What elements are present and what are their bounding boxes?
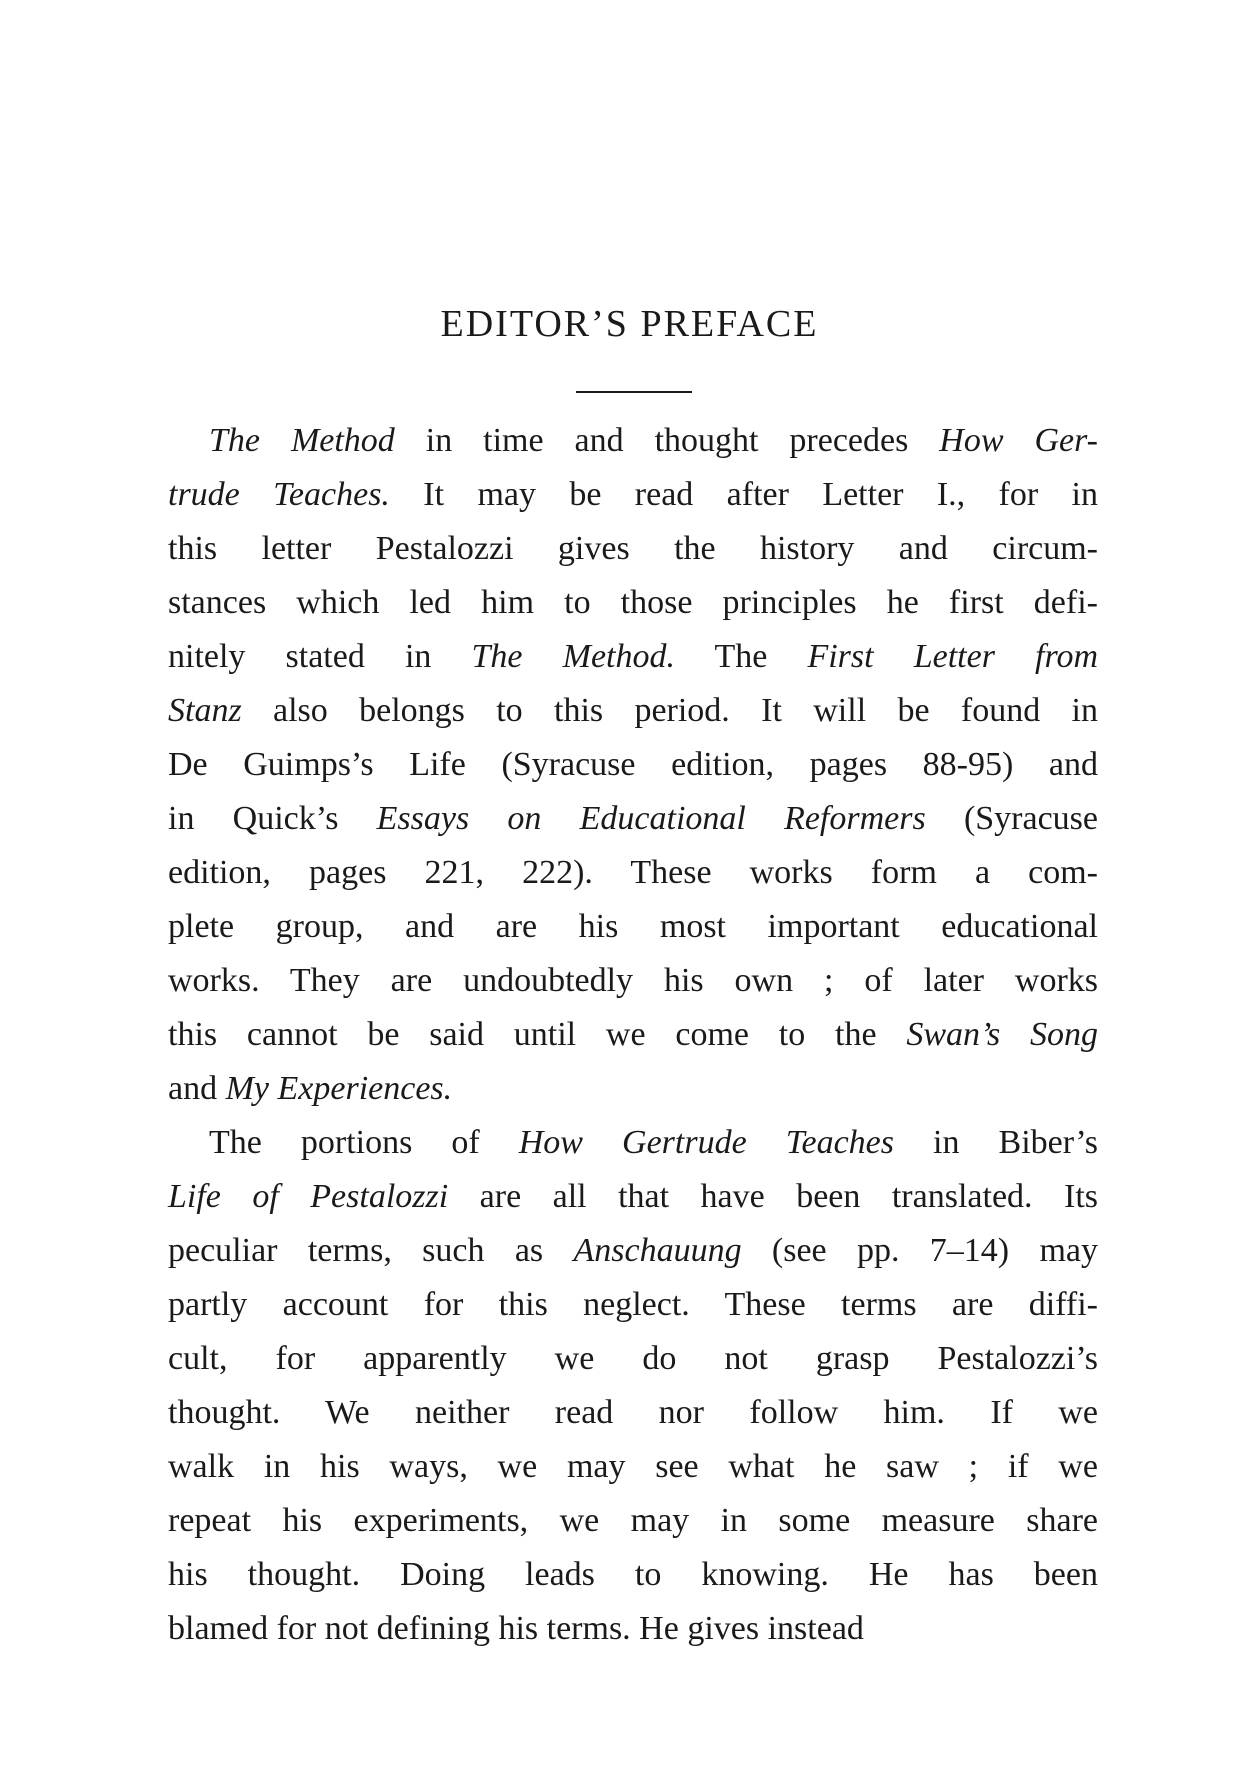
text-run: blamed for not defining his terms. He gives instead	[168, 1610, 864, 1647]
text-run: works. They are undoubtedly his own ; of later works	[168, 962, 1098, 999]
preface-body	[168, 414, 1098, 1656]
italic-title: How Ger-	[939, 422, 1098, 459]
text-run: The portions of	[209, 1124, 519, 1161]
italic-title: My Experiences.	[225, 1070, 453, 1107]
text-run: his thought. Doing leads to knowing. He has been	[168, 1556, 1098, 1593]
text-line	[168, 1170, 1098, 1224]
text-run: are all that have been translated. Its	[448, 1178, 1099, 1215]
text-line	[168, 414, 1098, 468]
italic-title: Swan’s Song	[906, 1016, 1098, 1053]
text-line	[168, 1386, 1098, 1440]
text-line	[168, 1602, 1098, 1656]
text-run: stances which led him to those principles he first defi-	[168, 584, 1098, 621]
text-run: edition, pages 221, 222). These works form a com-	[168, 854, 1098, 891]
text-line	[168, 1548, 1098, 1602]
text-run: in time and thought precedes	[394, 422, 940, 459]
italic-title: trude Teaches.	[168, 476, 390, 513]
text-line	[168, 846, 1098, 900]
italic-title: Anschauung	[573, 1232, 742, 1269]
text-line	[168, 1494, 1098, 1548]
text-run: and	[168, 1070, 226, 1107]
italic-title: Essays on Educational Reformers	[376, 800, 926, 837]
text-run: It may be read after Letter I., for in	[389, 476, 1098, 513]
text-run: this cannot be said until we come to the	[168, 1016, 907, 1053]
text-run: (Syracuse	[925, 800, 1098, 837]
text-line	[168, 684, 1098, 738]
title-rule	[576, 391, 692, 393]
text-run: peculiar terms, such as	[168, 1232, 574, 1269]
text-line	[168, 1440, 1098, 1494]
text-line	[168, 1224, 1098, 1278]
paragraph	[168, 1116, 1098, 1656]
italic-title: Life of Pestalozzi	[168, 1178, 449, 1215]
text-line	[168, 1278, 1098, 1332]
text-run: repeat his experiments, we may in some measure share	[168, 1502, 1098, 1539]
text-run: this letter Pestalozzi gives the history and circum-	[168, 530, 1098, 567]
text-line	[168, 1062, 1098, 1116]
text-run: in Biber’s	[894, 1124, 1098, 1161]
text-run: nitely stated in	[168, 638, 472, 675]
italic-title: Stanz	[168, 692, 242, 729]
text-line	[168, 522, 1098, 576]
text-run: The	[675, 638, 808, 675]
italic-title: The Method	[209, 422, 395, 459]
text-run: De Guimps’s Life (Syracuse edition, pages 88-95) and	[168, 746, 1098, 783]
text-run: partly account for this neglect. These terms are diffi-	[168, 1286, 1098, 1323]
text-run: cult, for apparently we do not grasp Pestalozzi’s	[168, 1340, 1098, 1377]
text-line	[168, 792, 1098, 846]
paragraph	[168, 414, 1098, 1116]
text-run: (see pp. 7–14) may	[741, 1232, 1098, 1269]
text-line	[168, 954, 1098, 1008]
text-run: walk in his ways, we may see what he saw ; if we	[168, 1448, 1098, 1485]
text-line	[168, 468, 1098, 522]
text-run: plete group, and are his most important educational	[168, 908, 1098, 945]
text-line	[168, 576, 1098, 630]
page-title: EDITOR’S PREFACE	[440, 303, 819, 345]
text-run: in Quick’s	[168, 800, 377, 837]
text-run: also belongs to this period. It will be found in	[241, 692, 1098, 729]
text-line	[168, 1116, 1098, 1170]
text-line	[168, 1332, 1098, 1386]
italic-title: The Method.	[471, 638, 675, 675]
text-line	[168, 738, 1098, 792]
italic-title: First Letter from	[807, 638, 1098, 675]
text-line	[168, 900, 1098, 954]
text-run: thought. We neither read nor follow him. If we	[168, 1394, 1098, 1431]
italic-title: How Gertrude Teaches	[518, 1124, 894, 1161]
text-line	[168, 630, 1098, 684]
text-line	[168, 1008, 1098, 1062]
